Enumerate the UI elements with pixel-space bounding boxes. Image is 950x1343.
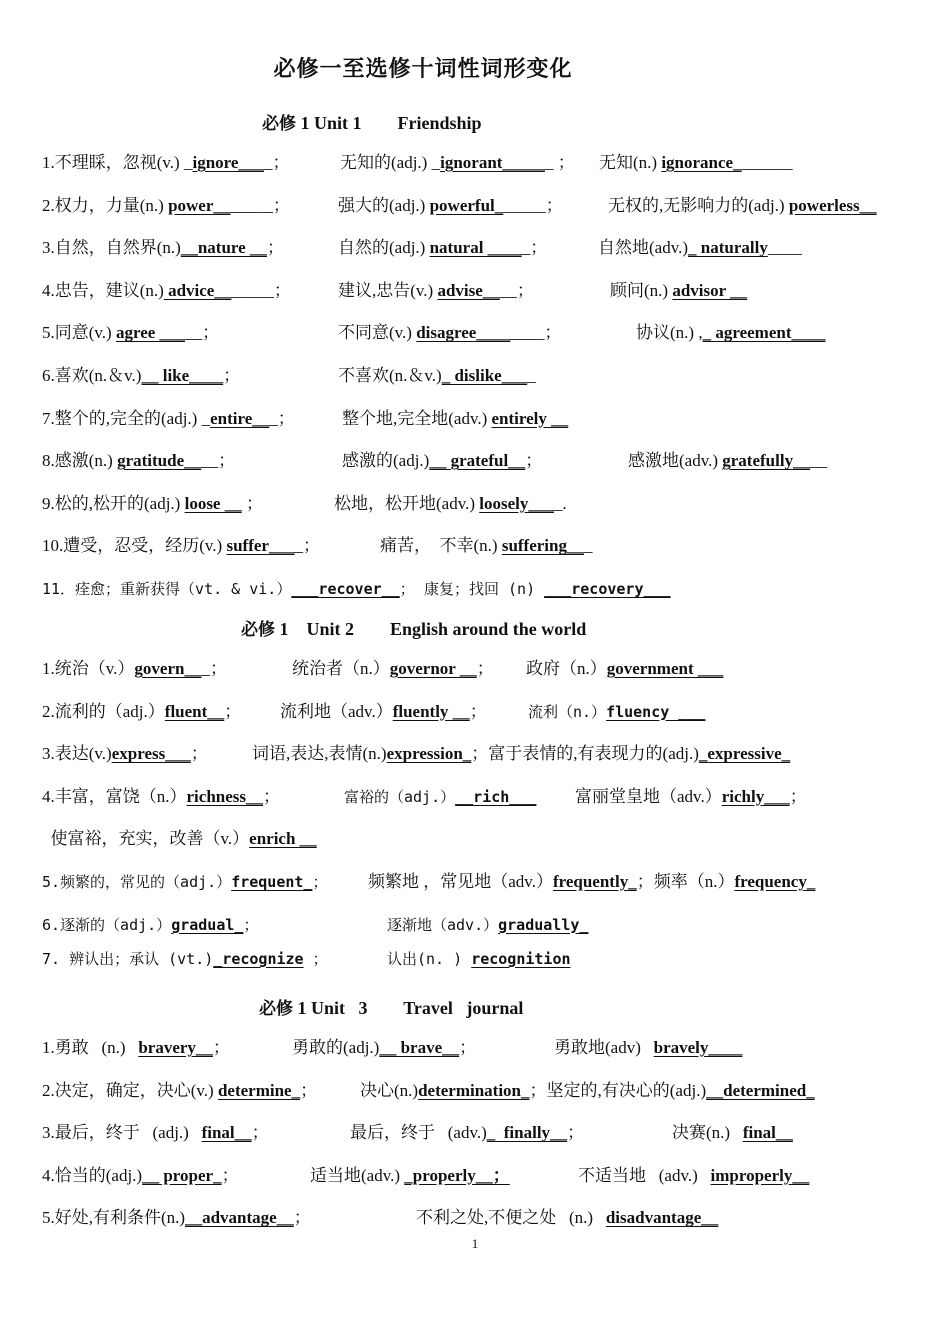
vocab-entry xyxy=(42,195,290,217)
entry-prompt: 建议,忠告(v.) xyxy=(338,280,438,300)
vocab-entry xyxy=(636,322,825,344)
entry-prompt: 政府（n.） xyxy=(526,659,607,678)
entry-punct: _； xyxy=(294,536,320,556)
entry-punct: _ ； xyxy=(544,153,575,172)
vocab-entry xyxy=(528,701,705,723)
entry-answer: expression_ xyxy=(386,744,472,764)
vocab-line xyxy=(42,914,922,936)
vocab-line xyxy=(42,786,922,808)
entry-answer: _recognize xyxy=(213,949,304,968)
entry-answer: richness__ xyxy=(186,786,263,806)
entry-punct: ；富于表情的,有表现力的(adj.) xyxy=(471,744,699,764)
vocab-line xyxy=(42,152,922,174)
entry-prompt: 松地，松开地(adv.) xyxy=(334,493,480,513)
vocab-line xyxy=(42,450,922,472)
entry-punct: ； xyxy=(221,1165,239,1185)
entry-answer: __ like____ xyxy=(141,366,224,385)
entry-punct: ； xyxy=(212,1038,230,1057)
entry-prompt: 感激的(adj.) xyxy=(342,451,430,471)
unit-heading-book: 必修 xyxy=(241,620,275,640)
entry-punct: ____； xyxy=(510,323,562,343)
vocab-line xyxy=(42,1122,922,1144)
entry-punct: __； xyxy=(201,451,236,471)
vocab-entry xyxy=(526,658,723,680)
entry-prompt: 顾问(n.) xyxy=(610,280,673,300)
entry-answer: frequent_ xyxy=(231,873,313,891)
vocab-entry xyxy=(554,1037,742,1059)
vocab-entry xyxy=(42,493,263,515)
vocab-entry xyxy=(338,365,536,387)
entry-answer: loose __ xyxy=(184,493,242,513)
vocab-entry xyxy=(42,701,241,723)
vocab-entry xyxy=(42,1207,311,1229)
entry-answer: gratefully__ xyxy=(722,451,811,471)
vocab-line xyxy=(42,1037,922,1059)
entry-punct: _； xyxy=(521,238,548,258)
entry-prompt: 11．痊愈；重新获得（vt. & vi.） xyxy=(42,580,292,598)
entry-answer: bravery__ xyxy=(138,1038,213,1057)
entry-punct: _____； xyxy=(503,195,563,215)
vocab-entry xyxy=(338,322,561,344)
entry-punct: ； xyxy=(243,915,259,934)
vocab-entry xyxy=(252,743,790,765)
vocab-entry xyxy=(424,578,671,600)
entry-prompt: 不利之处,不便之处 (n.) xyxy=(416,1208,606,1228)
entry-answer: fluent__ xyxy=(164,701,225,721)
vocab-entry xyxy=(338,237,547,259)
entry-answer: _ naturally xyxy=(688,238,768,258)
entry-prompt: 决心(n.) xyxy=(360,1080,419,1100)
entry-prompt: 1.统治（v.） xyxy=(42,659,135,678)
entry-answer: enrich __ xyxy=(249,829,317,849)
entry-punct: ； xyxy=(300,1080,318,1100)
entry-answer: gradual_ xyxy=(171,915,244,934)
vocab-entry xyxy=(42,871,327,893)
entry-prompt: 富丽堂皇地（adv.） xyxy=(575,786,722,806)
unit-heading-topic: Travel journal xyxy=(403,998,524,1018)
entry-answer: _ dislike___ xyxy=(441,366,528,385)
vocab-entry xyxy=(310,1165,510,1187)
entry-answer: advice__ xyxy=(163,280,232,300)
vocab-line xyxy=(42,322,922,344)
entry-prompt: 勇敢地(adv) xyxy=(554,1038,654,1057)
entry-answer: ignore___ xyxy=(192,153,264,172)
vocab-entry xyxy=(575,786,807,808)
vocab-entry xyxy=(42,450,235,472)
entry-prompt: 10.遭受，忍受，经历(v.) xyxy=(42,536,227,556)
entry-answer: ignorance_ xyxy=(661,153,742,172)
entry-answer: disagree____ xyxy=(416,323,511,343)
entry-answer: determine_ xyxy=(217,1080,301,1100)
entry-prompt: 自然的(adj.) xyxy=(338,238,430,258)
entry-answer: __ proper_ xyxy=(142,1165,222,1185)
unit-heading-number: 1 Unit 2 xyxy=(275,619,391,639)
unit-heading-number: 1 Unit 3 xyxy=(293,998,404,1018)
entry-prompt: 4.丰富，富饶（n.） xyxy=(42,786,187,806)
vocab-entry xyxy=(42,914,258,936)
vocab-entry xyxy=(42,578,415,600)
unit-heading xyxy=(262,109,482,134)
entry-answer: gradually_ xyxy=(498,915,589,934)
entry-punct: ； xyxy=(567,1123,585,1143)
entry-prompt: 整个地,完全地(adv.) xyxy=(342,408,492,428)
entry-punct: _； xyxy=(263,153,290,172)
entry-answer: suffer___ xyxy=(226,536,295,556)
entry-prompt: 7.整个的,完全的(adj.) _ xyxy=(42,408,211,428)
vocab-line xyxy=(42,1080,922,1102)
vocab-entry xyxy=(42,1122,269,1144)
entry-prompt: 2.决定，确定，决心(v.) xyxy=(42,1080,218,1100)
entry-punct: ； xyxy=(251,1123,269,1143)
entry-answer: power__ xyxy=(168,195,231,215)
entry-prompt: 7. 辨认出；承认 (vt.) xyxy=(42,949,214,968)
entry-prompt: 感激地(adv.) xyxy=(628,451,723,471)
entry-prompt: 协议(n.) , xyxy=(636,323,703,343)
entry-punct: ； xyxy=(266,238,284,258)
entry-prompt: 最后，终于 (adv.) xyxy=(350,1123,487,1143)
entry-punct: ；坚定的,有决心的(adj.) xyxy=(529,1080,707,1100)
vocab-entry xyxy=(292,658,494,680)
vocab-entry xyxy=(350,1122,584,1144)
entry-prompt: 决赛(n.) xyxy=(672,1123,743,1143)
vocab-entry xyxy=(42,1037,230,1059)
entry-answer: ___recovery___ xyxy=(544,580,671,598)
entry-prompt: 1.勇敢 (n.) xyxy=(42,1038,139,1057)
entry-prompt: 4.忠告，建议(n.) xyxy=(42,280,164,300)
entry-prompt: 频繁地 ，常见地（adv.） xyxy=(368,872,553,891)
entry-prompt: 流利地（adv.） xyxy=(280,701,393,721)
entry-answer: governor __ xyxy=(389,659,477,678)
entry-answer: natural ____ xyxy=(429,238,522,258)
entry-answer: __ grateful__ xyxy=(429,451,526,471)
vocab-line xyxy=(42,578,922,600)
vocab-line xyxy=(42,1165,922,1187)
entry-prompt: 无知(n.) xyxy=(599,153,662,172)
vocab-entry xyxy=(42,1165,239,1187)
vocab-line xyxy=(42,948,922,970)
entry-prompt: 认出(n. ) xyxy=(387,949,472,968)
entry-punct: ； xyxy=(525,451,543,471)
unit-heading-book: 必修 xyxy=(259,999,293,1019)
vocab-entry xyxy=(334,493,567,515)
entry-answer: final__ xyxy=(742,1123,793,1143)
entry-prompt: 统治者（n.） xyxy=(292,659,390,678)
entry-answer: fluency ___ xyxy=(606,702,706,721)
entry-prompt: 富裕的（adj.） xyxy=(344,787,456,806)
vocab-entry xyxy=(42,280,291,302)
entry-punct: ； xyxy=(312,873,328,891)
entry-prompt: 适当地(adv.) xyxy=(310,1165,405,1185)
entry-prompt: 9.松的,松开的(adj.) xyxy=(42,493,185,513)
page-title: 必修一至选修十词性词形变化 xyxy=(273,57,573,82)
entry-punct: ； xyxy=(476,659,494,678)
vocab-line xyxy=(42,535,922,557)
entry-prompt: 强大的(adj.) xyxy=(338,195,430,215)
vocab-entry xyxy=(340,152,575,174)
entry-answer: loosely___ xyxy=(479,493,554,513)
vocab-entry xyxy=(42,828,317,850)
entry-punct: _； xyxy=(269,408,295,428)
entry-punct: ； xyxy=(190,744,208,764)
entry-answer: __nature __ xyxy=(180,238,267,258)
entry-prompt: 5.好处,有利条件(n.) xyxy=(42,1208,186,1228)
entry-prompt: 康复；找回 (n) xyxy=(424,580,545,598)
entry-answer: government ___ xyxy=(606,659,724,678)
vocab-line xyxy=(42,237,922,259)
vocab-line xyxy=(42,871,922,893)
entry-answer: __determined_ xyxy=(706,1080,815,1100)
entry-prompt: 勇敢的(adj.) xyxy=(292,1038,380,1057)
entry-punct: ； xyxy=(293,1208,311,1228)
entry-punct: _ xyxy=(527,366,536,385)
entry-answer: express___ xyxy=(111,744,191,764)
entry-punct: ； xyxy=(241,493,263,513)
entry-answer: advise__ xyxy=(437,280,500,300)
entry-answer: advisor __ xyxy=(672,280,748,300)
entry-prompt: 2.流利的（adj.） xyxy=(42,701,165,721)
unit-heading-topic: English around the world xyxy=(390,619,587,639)
entry-punct: _； xyxy=(201,659,227,678)
vocab-line xyxy=(42,828,922,850)
entry-prompt: 6.喜欢(n.＆v.) xyxy=(42,366,142,385)
vocab-entry xyxy=(360,1080,815,1102)
entry-punct: ； xyxy=(399,580,415,598)
vocab-entry xyxy=(380,535,593,557)
entry-answer: disadvantage__ xyxy=(605,1208,719,1228)
entry-punct: ； xyxy=(303,949,328,968)
unit-heading-number: 1 Unit 1 xyxy=(296,113,398,133)
vocab-entry xyxy=(610,280,747,302)
page-number: 1 xyxy=(471,1236,479,1251)
entry-prompt: 流利（n.） xyxy=(528,702,607,721)
vocab-entry xyxy=(344,786,536,808)
entry-punct: ； xyxy=(789,786,807,806)
entry-prompt: 3.自然，自然界(n.) xyxy=(42,238,181,258)
entry-answer: _ agreement____ xyxy=(702,323,826,343)
entry-prompt: 不适当地 (adv.) xyxy=(578,1165,711,1185)
entry-answer: suffering__ xyxy=(501,536,584,556)
vocab-line xyxy=(42,743,922,765)
entry-prompt: 6.逐渐的（adj.） xyxy=(42,915,172,934)
entry-punct: ； xyxy=(263,786,280,806)
entry-prompt: 5.频繁的，常见的（adj.） xyxy=(42,873,232,891)
vocab-entry xyxy=(342,408,568,430)
entry-answer: final__ xyxy=(201,1123,252,1143)
unit-heading xyxy=(259,994,523,1019)
vocab-line xyxy=(42,280,922,302)
entry-answer: entire__ xyxy=(210,408,270,428)
entry-prompt: 逐渐地（adv.） xyxy=(387,915,499,934)
entry-prompt: 2.权力，力量(n.) xyxy=(42,195,169,215)
entry-answer: entirely __ xyxy=(491,408,569,428)
vocab-line xyxy=(42,365,922,387)
entry-prompt: 4.恰当的(adj.) xyxy=(42,1165,143,1185)
entry-answer: frequency_ xyxy=(734,872,816,891)
entry-answer: govern__ xyxy=(134,659,202,678)
entry-answer: __rich___ xyxy=(455,787,537,806)
entry-answer: frequently_ xyxy=(552,872,637,891)
entry-answer: fluently __ xyxy=(392,701,470,721)
vocab-entry xyxy=(42,237,284,259)
entry-prompt: 1.不理睬，忽视(v.) _ xyxy=(42,153,193,172)
entry-answer: powerful_ xyxy=(429,195,504,215)
vocab-entry xyxy=(42,658,227,680)
vocab-entry xyxy=(578,1165,809,1187)
entry-answer: agree ___ xyxy=(115,323,186,343)
vocab-entry xyxy=(42,743,208,765)
vocab-entry xyxy=(342,450,542,472)
entry-prompt: 无权的,无影响力的(adj.) xyxy=(608,195,789,215)
entry-prompt: 痛苦， 不幸(n.) xyxy=(380,536,502,556)
vocab-line xyxy=(42,408,922,430)
vocab-line xyxy=(42,1207,922,1229)
entry-answer: powerless__ xyxy=(788,195,877,215)
unit-heading xyxy=(241,615,586,640)
entry-answer: recognition xyxy=(471,949,571,968)
vocab-entry xyxy=(42,322,219,344)
unit-heading-book: 必修 xyxy=(262,114,296,134)
entry-answer: ignorant_____ xyxy=(440,153,545,172)
entry-answer: richly___ xyxy=(721,786,790,806)
entry-prompt: 3.表达(v.) xyxy=(42,744,112,764)
entry-prompt: 无知的(adj.) _ xyxy=(340,153,441,172)
entry-prompt: 5.同意(v.) xyxy=(42,323,116,343)
vocab-entry xyxy=(42,365,240,387)
entry-prompt: 自然地(adv.) xyxy=(598,238,689,258)
vocab-entry xyxy=(42,786,280,808)
vocab-line xyxy=(42,195,922,217)
vocab-entry xyxy=(338,195,563,217)
entry-punct: _. xyxy=(553,493,567,513)
entry-prompt: 使富裕，充实，改善（v.） xyxy=(42,829,250,849)
vocab-entry xyxy=(338,280,534,302)
entry-punct: ； xyxy=(459,1038,477,1057)
entry-prompt: 不同意(v.) xyxy=(338,323,417,343)
vocab-entry xyxy=(387,948,571,970)
entry-punct: _ xyxy=(584,536,593,556)
entry-punct: __； xyxy=(185,323,220,343)
vocab-entry xyxy=(599,152,793,174)
entry-answer: bravely____ xyxy=(653,1038,743,1057)
entry-punct: ____ xyxy=(767,238,802,258)
unit-heading-topic: Friendship xyxy=(397,113,482,133)
vocab-entry xyxy=(280,701,487,723)
entry-answer: determination_ xyxy=(418,1080,530,1100)
vocab-entry xyxy=(368,871,815,893)
vocab-line xyxy=(42,658,922,680)
vocab-entry xyxy=(42,948,328,970)
entry-prompt: 8.感激(n.) xyxy=(42,451,118,471)
vocab-entry xyxy=(42,408,295,430)
vocab-entry xyxy=(672,1122,793,1144)
entry-answer: improperly__ xyxy=(710,1165,810,1185)
entry-punct: __ xyxy=(810,451,828,471)
vocab-entry xyxy=(42,152,289,174)
entry-answer: _ finally__ xyxy=(486,1123,568,1143)
entry-punct: ；频率（n.） xyxy=(636,872,735,891)
vocab-entry xyxy=(598,237,802,259)
vocab-entry xyxy=(387,914,588,936)
entry-prompt: 词语,表达,表情(n.) xyxy=(252,744,387,764)
entry-punct: ； xyxy=(224,701,242,721)
entry-punct: ______ xyxy=(741,153,793,172)
entry-punct: ； xyxy=(469,701,487,721)
vocab-line xyxy=(42,701,922,723)
entry-punct: _____； xyxy=(231,280,291,300)
entry-answer: _properly__； xyxy=(404,1165,510,1185)
entry-punct: ； xyxy=(223,366,241,385)
entry-answer: _expressive_ xyxy=(698,744,791,764)
entry-answer: gratitude__ xyxy=(117,451,202,471)
entry-punct: __； xyxy=(499,280,534,300)
vocab-entry xyxy=(42,1080,317,1102)
vocab-entry xyxy=(608,195,877,217)
vocab-line xyxy=(42,493,922,515)
vocab-entry xyxy=(628,450,827,472)
entry-prompt: 不喜欢(n.＆v.) xyxy=(338,366,442,385)
entry-answer: __advantage__ xyxy=(185,1208,294,1228)
vocab-entry xyxy=(416,1207,718,1229)
entry-answer: __ brave__ xyxy=(379,1038,460,1057)
entry-prompt: 3.最后，终于 (adj.) xyxy=(42,1123,202,1143)
entry-answer: ___recover__ xyxy=(291,580,400,598)
entry-punct: _____； xyxy=(230,195,290,215)
vocab-entry xyxy=(292,1037,476,1059)
vocab-entry xyxy=(42,535,320,557)
